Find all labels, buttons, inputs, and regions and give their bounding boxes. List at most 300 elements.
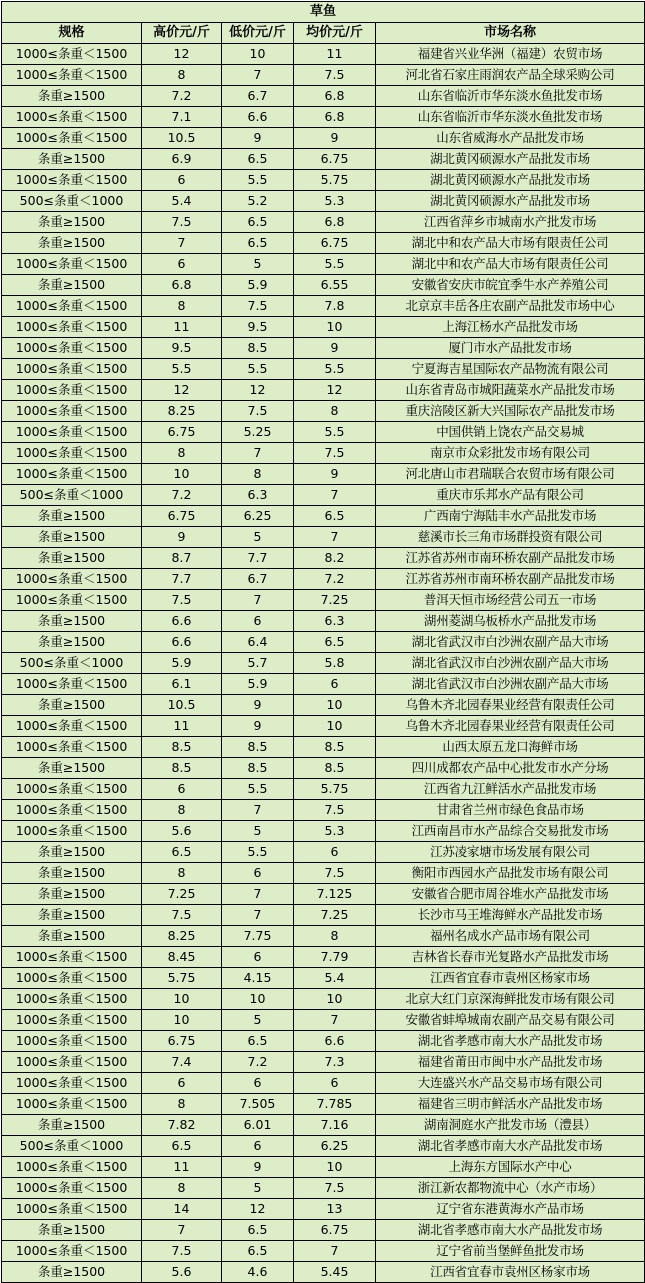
cell-high-price: 10 xyxy=(142,989,222,1010)
cell-low-price: 4.15 xyxy=(222,968,294,989)
cell-low-price: 8.5 xyxy=(222,758,294,779)
cell-high-price: 5.6 xyxy=(142,821,222,842)
cell-market-name: 慈溪市长三角市场群投资有限公司 xyxy=(376,527,645,548)
cell-low-price: 8.5 xyxy=(222,338,294,359)
cell-low-price: 6.6 xyxy=(222,107,294,128)
cell-low-price: 6 xyxy=(222,1136,294,1157)
cell-low-price: 5.9 xyxy=(222,674,294,695)
cell-high-price: 6 xyxy=(142,1073,222,1094)
cell-avg-price: 5.8 xyxy=(294,653,376,674)
cell-high-price: 8.25 xyxy=(142,926,222,947)
cell-spec: 条重≥1500 xyxy=(2,1220,142,1241)
cell-high-price: 6.75 xyxy=(142,422,222,443)
cell-low-price: 6.5 xyxy=(222,149,294,170)
cell-low-price: 7 xyxy=(222,65,294,86)
cell-avg-price: 6.55 xyxy=(294,275,376,296)
cell-spec: 条重≥1500 xyxy=(2,611,142,632)
cell-spec: 条重≥1500 xyxy=(2,506,142,527)
cell-high-price: 7.5 xyxy=(142,905,222,926)
cell-high-price: 10.5 xyxy=(142,128,222,149)
cell-low-price: 6.4 xyxy=(222,632,294,653)
table-row xyxy=(2,569,645,590)
cell-low-price: 4.6 xyxy=(222,1262,294,1283)
cell-spec: 1000≤条重＜1500 xyxy=(2,968,142,989)
cell-market-name: 安徽省合肥市周谷堆水产品批发市场 xyxy=(376,884,645,905)
cell-avg-price: 8 xyxy=(294,401,376,422)
table-row xyxy=(2,422,645,443)
cell-market-name: 广西南宁海陆丰水产品批发市场 xyxy=(376,506,645,527)
cell-low-price: 7.5 xyxy=(222,401,294,422)
cell-spec: 1000≤条重＜1500 xyxy=(2,716,142,737)
table-row xyxy=(2,674,645,695)
cell-high-price: 8 xyxy=(142,1178,222,1199)
table-row xyxy=(2,44,645,65)
cell-low-price: 6.5 xyxy=(222,1031,294,1052)
cell-avg-price: 5.75 xyxy=(294,170,376,191)
cell-avg-price: 10 xyxy=(294,716,376,737)
cell-avg-price: 5.5 xyxy=(294,422,376,443)
cell-market-name: 重庆涪陵区新大兴国际农产品批发市场 xyxy=(376,401,645,422)
cell-avg-price: 6.5 xyxy=(294,632,376,653)
cell-avg-price: 6.25 xyxy=(294,1136,376,1157)
cell-market-name: 四川成都农产品中心批发市水产分场 xyxy=(376,758,645,779)
cell-low-price: 5.9 xyxy=(222,275,294,296)
cell-high-price: 7.1 xyxy=(142,107,222,128)
table-row xyxy=(2,1115,645,1136)
cell-market-name: 湖北省孝感市南大水产品批发市场 xyxy=(376,1220,645,1241)
table-row xyxy=(2,1220,645,1241)
cell-avg-price: 7.25 xyxy=(294,590,376,611)
cell-avg-price: 5.3 xyxy=(294,821,376,842)
cell-spec: 500≤条重＜1000 xyxy=(2,485,142,506)
cell-high-price: 9 xyxy=(142,527,222,548)
cell-high-price: 11 xyxy=(142,716,222,737)
cell-avg-price: 7 xyxy=(294,1010,376,1031)
cell-high-price: 6.5 xyxy=(142,1136,222,1157)
cell-high-price: 6.5 xyxy=(142,842,222,863)
cell-market-name: 江苏凌家塘市场发展有限公司 xyxy=(376,842,645,863)
cell-high-price: 5.75 xyxy=(142,968,222,989)
cell-spec: 1000≤条重＜1500 xyxy=(2,107,142,128)
cell-spec: 1000≤条重＜1500 xyxy=(2,737,142,758)
cell-avg-price: 5.45 xyxy=(294,1262,376,1283)
table-row xyxy=(2,737,645,758)
cell-avg-price: 13 xyxy=(294,1199,376,1220)
cell-avg-price: 7.5 xyxy=(294,1178,376,1199)
table-row xyxy=(2,989,645,1010)
cell-spec: 500≤条重＜1000 xyxy=(2,1136,142,1157)
cell-spec: 条重≥1500 xyxy=(2,632,142,653)
table-row xyxy=(2,1199,645,1220)
cell-low-price: 5.5 xyxy=(222,359,294,380)
cell-spec: 条重≥1500 xyxy=(2,548,142,569)
cell-market-name: 湖北中和农产品大市场有限责任公司 xyxy=(376,254,645,275)
table-row xyxy=(2,338,645,359)
cell-spec: 1000≤条重＜1500 xyxy=(2,401,142,422)
cell-spec: 1000≤条重＜1500 xyxy=(2,338,142,359)
header-spec: 规格 xyxy=(2,23,142,44)
header-avg-price: 均价元/斤 xyxy=(294,23,376,44)
cell-market-name: 普洱天恒市场经营公司五一市场 xyxy=(376,590,645,611)
cell-market-name: 福建省兴业华洲（福建）农贸市场 xyxy=(376,44,645,65)
cell-market-name: 北京京丰岳各庄农副产品批发市场中心 xyxy=(376,296,645,317)
cell-avg-price: 7.79 xyxy=(294,947,376,968)
cell-market-name: 江西省宜春市袁州区杨家市场 xyxy=(376,1262,645,1283)
cell-spec: 条重≥1500 xyxy=(2,842,142,863)
cell-high-price: 8 xyxy=(142,296,222,317)
cell-spec: 1000≤条重＜1500 xyxy=(2,1094,142,1115)
cell-avg-price: 6.75 xyxy=(294,1220,376,1241)
cell-avg-price: 9 xyxy=(294,464,376,485)
cell-high-price: 6.9 xyxy=(142,149,222,170)
cell-low-price: 7 xyxy=(222,905,294,926)
cell-low-price: 7 xyxy=(222,884,294,905)
cell-avg-price: 6.5 xyxy=(294,506,376,527)
cell-market-name: 大连盛兴水产品交易市场有限公司 xyxy=(376,1073,645,1094)
cell-market-name: 湖北黄冈硕源水产品批发市场 xyxy=(376,191,645,212)
cell-avg-price: 7.8 xyxy=(294,296,376,317)
cell-market-name: 福州名成水产品市场有限公司 xyxy=(376,926,645,947)
table-row xyxy=(2,758,645,779)
cell-high-price: 14 xyxy=(142,1199,222,1220)
cell-high-price: 7.25 xyxy=(142,884,222,905)
table-row xyxy=(2,695,645,716)
cell-high-price: 6 xyxy=(142,254,222,275)
header-market-name: 市场名称 xyxy=(376,23,645,44)
cell-avg-price: 8 xyxy=(294,926,376,947)
cell-low-price: 12 xyxy=(222,1199,294,1220)
cell-high-price: 7.5 xyxy=(142,212,222,233)
cell-avg-price: 10 xyxy=(294,695,376,716)
table-row xyxy=(2,632,645,653)
price-table xyxy=(1,1,645,1283)
cell-spec: 1000≤条重＜1500 xyxy=(2,821,142,842)
table-row xyxy=(2,779,645,800)
cell-spec: 1000≤条重＜1500 xyxy=(2,464,142,485)
cell-high-price: 6 xyxy=(142,170,222,191)
cell-low-price: 9 xyxy=(222,1157,294,1178)
cell-low-price: 9 xyxy=(222,128,294,149)
cell-high-price: 5.6 xyxy=(142,1262,222,1283)
cell-low-price: 7.75 xyxy=(222,926,294,947)
table-row xyxy=(2,1262,645,1283)
cell-high-price: 7.5 xyxy=(142,1241,222,1262)
cell-high-price: 10.5 xyxy=(142,695,222,716)
cell-market-name: 江苏省苏州市南环桥农副产品批发市场 xyxy=(376,548,645,569)
cell-avg-price: 7 xyxy=(294,485,376,506)
cell-high-price: 7.2 xyxy=(142,86,222,107)
table-row xyxy=(2,590,645,611)
cell-avg-price: 7.785 xyxy=(294,1094,376,1115)
cell-spec: 条重≥1500 xyxy=(2,1115,142,1136)
table-row xyxy=(2,968,645,989)
cell-market-name: 甘肃省兰州市绿色食品市场 xyxy=(376,800,645,821)
cell-market-name: 安徽省蚌埠城南农副产品交易有限公司 xyxy=(376,1010,645,1031)
table-row xyxy=(2,1010,645,1031)
table-row xyxy=(2,947,645,968)
header-high-price: 高价元/斤 xyxy=(142,23,222,44)
table-row xyxy=(2,170,645,191)
cell-high-price: 8 xyxy=(142,443,222,464)
cell-spec: 500≤条重＜1000 xyxy=(2,191,142,212)
cell-low-price: 6 xyxy=(222,611,294,632)
cell-avg-price: 6.75 xyxy=(294,233,376,254)
cell-avg-price: 6.75 xyxy=(294,149,376,170)
cell-market-name: 福建省莆田市闽中水产品批发市场 xyxy=(376,1052,645,1073)
cell-low-price: 5.5 xyxy=(222,170,294,191)
cell-spec: 条重≥1500 xyxy=(2,233,142,254)
cell-market-name: 上海东方国际水产中心 xyxy=(376,1157,645,1178)
cell-high-price: 11 xyxy=(142,1157,222,1178)
cell-spec: 条重≥1500 xyxy=(2,695,142,716)
cell-low-price: 8.5 xyxy=(222,737,294,758)
table-row xyxy=(2,716,645,737)
table-row xyxy=(2,107,645,128)
table-row xyxy=(2,485,645,506)
cell-spec: 1000≤条重＜1500 xyxy=(2,380,142,401)
cell-spec: 1000≤条重＜1500 xyxy=(2,590,142,611)
cell-low-price: 6 xyxy=(222,1073,294,1094)
cell-low-price: 6 xyxy=(222,947,294,968)
cell-market-name: 山西太原五龙口海鲜市场 xyxy=(376,737,645,758)
cell-spec: 1000≤条重＜1500 xyxy=(2,779,142,800)
cell-market-name: 福建省三明市鲜活水产品批发市场 xyxy=(376,1094,645,1115)
cell-spec: 1000≤条重＜1500 xyxy=(2,989,142,1010)
cell-high-price: 12 xyxy=(142,44,222,65)
cell-low-price: 6.7 xyxy=(222,86,294,107)
cell-high-price: 6.6 xyxy=(142,611,222,632)
cell-avg-price: 6.8 xyxy=(294,86,376,107)
table-row xyxy=(2,86,645,107)
table-row xyxy=(2,296,645,317)
cell-market-name: 湖北黄冈硕源水产品批发市场 xyxy=(376,170,645,191)
cell-avg-price: 6 xyxy=(294,1073,376,1094)
cell-market-name: 重庆市乐邦水产品有限公司 xyxy=(376,485,645,506)
table-row xyxy=(2,653,645,674)
cell-high-price: 6.6 xyxy=(142,632,222,653)
cell-high-price: 6.1 xyxy=(142,674,222,695)
cell-avg-price: 7.3 xyxy=(294,1052,376,1073)
cell-spec: 1000≤条重＜1500 xyxy=(2,947,142,968)
table-row xyxy=(2,1094,645,1115)
table-row xyxy=(2,905,645,926)
cell-spec: 条重≥1500 xyxy=(2,275,142,296)
cell-high-price: 7.5 xyxy=(142,590,222,611)
table-row xyxy=(2,212,645,233)
cell-avg-price: 5.4 xyxy=(294,968,376,989)
cell-spec: 条重≥1500 xyxy=(2,527,142,548)
cell-avg-price: 6 xyxy=(294,674,376,695)
cell-low-price: 6.5 xyxy=(222,233,294,254)
cell-market-name: 上海江杨水产品批发市场 xyxy=(376,317,645,338)
cell-avg-price: 7.25 xyxy=(294,905,376,926)
table-row xyxy=(2,464,645,485)
cell-high-price: 7.82 xyxy=(142,1115,222,1136)
cell-spec: 条重≥1500 xyxy=(2,926,142,947)
cell-avg-price: 6.8 xyxy=(294,212,376,233)
table-row xyxy=(2,233,645,254)
cell-spec: 条重≥1500 xyxy=(2,905,142,926)
cell-high-price: 8 xyxy=(142,1094,222,1115)
header-low-price: 低价元/斤 xyxy=(222,23,294,44)
cell-market-name: 辽宁省东港黄海水产品市场 xyxy=(376,1199,645,1220)
cell-spec: 1000≤条重＜1500 xyxy=(2,443,142,464)
cell-spec: 条重≥1500 xyxy=(2,86,142,107)
cell-low-price: 6.01 xyxy=(222,1115,294,1136)
cell-low-price: 5.25 xyxy=(222,422,294,443)
cell-high-price: 7.2 xyxy=(142,485,222,506)
cell-market-name: 宁夏海吉星国际农产品物流有限公司 xyxy=(376,359,645,380)
cell-spec: 1000≤条重＜1500 xyxy=(2,569,142,590)
cell-market-name: 湖北黄冈硕源水产品批发市场 xyxy=(376,149,645,170)
cell-spec: 1000≤条重＜1500 xyxy=(2,1241,142,1262)
cell-avg-price: 12 xyxy=(294,380,376,401)
table-row xyxy=(2,611,645,632)
cell-high-price: 8.5 xyxy=(142,737,222,758)
cell-low-price: 10 xyxy=(222,989,294,1010)
cell-avg-price: 8.2 xyxy=(294,548,376,569)
table-row xyxy=(2,884,645,905)
cell-market-name: 吉林省长春市光复路水产品批发市场 xyxy=(376,947,645,968)
cell-market-name: 辽宁省前当堡鲜鱼批发市场 xyxy=(376,1241,645,1262)
table-row xyxy=(2,65,645,86)
cell-low-price: 9 xyxy=(222,716,294,737)
cell-spec: 1000≤条重＜1500 xyxy=(2,65,142,86)
cell-avg-price: 10 xyxy=(294,1157,376,1178)
cell-spec: 1000≤条重＜1500 xyxy=(2,1178,142,1199)
cell-high-price: 10 xyxy=(142,1010,222,1031)
cell-market-name: 厦门市水产品批发市场 xyxy=(376,338,645,359)
table-row xyxy=(2,128,645,149)
cell-market-name: 山东省临沂市华东淡水鱼批发市场 xyxy=(376,107,645,128)
cell-high-price: 7.4 xyxy=(142,1052,222,1073)
cell-market-name: 江西南昌市水产品综合交易批发市场 xyxy=(376,821,645,842)
table-row xyxy=(2,1178,645,1199)
header-row xyxy=(2,23,645,44)
table-row xyxy=(2,1157,645,1178)
cell-avg-price: 7 xyxy=(294,527,376,548)
cell-market-name: 江西省九江鲜活水产品批发市场 xyxy=(376,779,645,800)
cell-spec: 1000≤条重＜1500 xyxy=(2,170,142,191)
cell-avg-price: 6.6 xyxy=(294,1031,376,1052)
cell-high-price: 12 xyxy=(142,380,222,401)
cell-avg-price: 7.2 xyxy=(294,569,376,590)
table-row xyxy=(2,506,645,527)
cell-spec: 1000≤条重＜1500 xyxy=(2,296,142,317)
cell-avg-price: 10 xyxy=(294,317,376,338)
table-row xyxy=(2,863,645,884)
cell-spec: 1000≤条重＜1500 xyxy=(2,1010,142,1031)
cell-avg-price: 7.5 xyxy=(294,443,376,464)
cell-high-price: 7 xyxy=(142,1220,222,1241)
cell-spec: 1000≤条重＜1500 xyxy=(2,254,142,275)
table-row xyxy=(2,800,645,821)
table-row xyxy=(2,401,645,422)
cell-market-name: 湖南洞庭水产批发市场（澧县） xyxy=(376,1115,645,1136)
cell-low-price: 5.5 xyxy=(222,779,294,800)
cell-low-price: 6 xyxy=(222,863,294,884)
cell-high-price: 10 xyxy=(142,464,222,485)
cell-spec: 1000≤条重＜1500 xyxy=(2,1157,142,1178)
cell-low-price: 6.25 xyxy=(222,506,294,527)
cell-avg-price: 6.8 xyxy=(294,107,376,128)
cell-spec: 条重≥1500 xyxy=(2,149,142,170)
cell-spec: 1000≤条重＜1500 xyxy=(2,422,142,443)
cell-low-price: 5 xyxy=(222,1010,294,1031)
cell-low-price: 5 xyxy=(222,254,294,275)
cell-low-price: 5.2 xyxy=(222,191,294,212)
cell-low-price: 12 xyxy=(222,380,294,401)
cell-low-price: 6.3 xyxy=(222,485,294,506)
cell-low-price: 10 xyxy=(222,44,294,65)
cell-avg-price: 7.125 xyxy=(294,884,376,905)
cell-avg-price: 9 xyxy=(294,338,376,359)
cell-high-price: 5.9 xyxy=(142,653,222,674)
cell-spec: 1000≤条重＜1500 xyxy=(2,1052,142,1073)
cell-spec: 条重≥1500 xyxy=(2,212,142,233)
cell-avg-price: 7 xyxy=(294,1241,376,1262)
table-row xyxy=(2,149,645,170)
cell-market-name: 江西省宜春市袁州区杨家市场 xyxy=(376,968,645,989)
cell-market-name: 乌鲁木齐北园春果业经营有限责任公司 xyxy=(376,695,645,716)
cell-high-price: 6.75 xyxy=(142,506,222,527)
cell-avg-price: 9 xyxy=(294,128,376,149)
cell-low-price: 5 xyxy=(222,821,294,842)
cell-high-price: 11 xyxy=(142,317,222,338)
cell-low-price: 9 xyxy=(222,695,294,716)
cell-market-name: 南京市众彩批发市场有限公司 xyxy=(376,443,645,464)
cell-avg-price: 5.5 xyxy=(294,359,376,380)
table-row xyxy=(2,1241,645,1262)
table-row xyxy=(2,1031,645,1052)
cell-low-price: 7.2 xyxy=(222,1052,294,1073)
cell-spec: 500≤条重＜1000 xyxy=(2,653,142,674)
cell-spec: 条重≥1500 xyxy=(2,758,142,779)
cell-high-price: 9.5 xyxy=(142,338,222,359)
cell-market-name: 湖北中和农产品大市场有限责任公司 xyxy=(376,233,645,254)
cell-market-name: 长沙市马王堆海鲜水产品批发市场 xyxy=(376,905,645,926)
cell-spec: 1000≤条重＜1500 xyxy=(2,359,142,380)
cell-high-price: 8 xyxy=(142,863,222,884)
cell-avg-price: 6.3 xyxy=(294,611,376,632)
cell-low-price: 6.5 xyxy=(222,1220,294,1241)
cell-low-price: 5 xyxy=(222,1178,294,1199)
cell-low-price: 5 xyxy=(222,527,294,548)
cell-market-name: 湖北省武汉市白沙洲农副产品大市场 xyxy=(376,653,645,674)
table-row xyxy=(2,842,645,863)
cell-spec: 1000≤条重＜1500 xyxy=(2,44,142,65)
cell-avg-price: 7.16 xyxy=(294,1115,376,1136)
cell-market-name: 湖北省武汉市白沙洲农副产品大市场 xyxy=(376,674,645,695)
cell-spec: 1000≤条重＜1500 xyxy=(2,317,142,338)
cell-low-price: 5.5 xyxy=(222,842,294,863)
table-row xyxy=(2,1136,645,1157)
cell-market-name: 江苏省苏州市南环桥农副产品批发市场 xyxy=(376,569,645,590)
cell-avg-price: 11 xyxy=(294,44,376,65)
cell-low-price: 7.7 xyxy=(222,548,294,569)
cell-market-name: 北京大红门京深海鲜批发市场有限公司 xyxy=(376,989,645,1010)
cell-avg-price: 8.5 xyxy=(294,758,376,779)
cell-market-name: 湖州菱湖乌板桥水产品批发市场 xyxy=(376,611,645,632)
table-row xyxy=(2,275,645,296)
cell-low-price: 7 xyxy=(222,800,294,821)
table-row xyxy=(2,317,645,338)
cell-market-name: 河北唐山市君瑞联合农贸市场有限公司 xyxy=(376,464,645,485)
table-row xyxy=(2,380,645,401)
cell-avg-price: 5.3 xyxy=(294,191,376,212)
cell-market-name: 浙江新农都物流中心（水产市场） xyxy=(376,1178,645,1199)
cell-market-name: 江西省萍乡市城南水产批发市场 xyxy=(376,212,645,233)
